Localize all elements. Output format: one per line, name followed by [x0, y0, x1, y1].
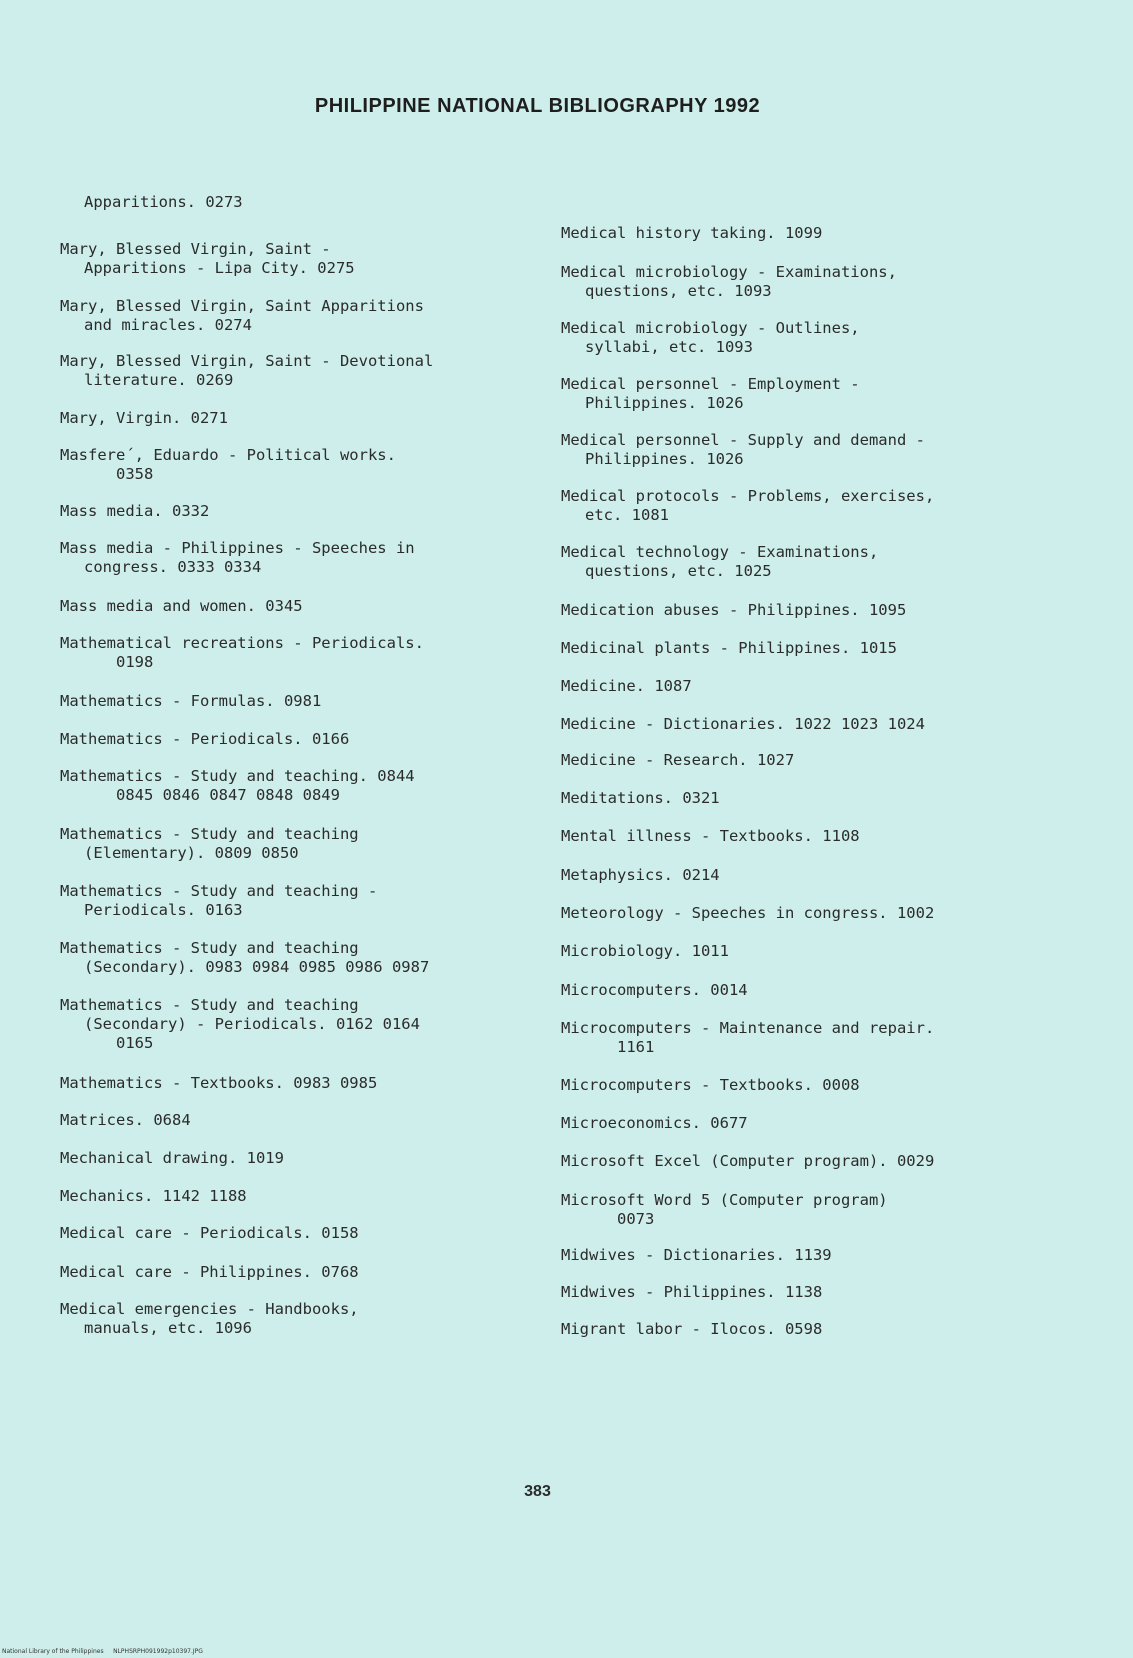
entry-text: Microsoft Excel (Computer program). 0029: [561, 1152, 935, 1170]
entry-continuation: questions, etc. 1093: [585, 282, 772, 300]
index-entry: [60, 539, 530, 577]
index-entry: [60, 240, 530, 278]
entry-text: Masfere´, Eduardo - Political works.: [60, 446, 396, 464]
index-entry: [561, 319, 1031, 357]
index-entry: [60, 825, 530, 863]
index-entry: [60, 1224, 530, 1243]
index-entry: [60, 297, 530, 335]
index-entry: [60, 634, 530, 672]
entry-continuation: congress. 0333 0334: [84, 558, 262, 576]
index-entry: [60, 1111, 530, 1130]
index-entry: [561, 677, 1031, 696]
index-entry: [561, 375, 1031, 413]
entry-text: Medical care - Periodicals. 0158: [60, 1224, 359, 1242]
index-entry: [60, 767, 530, 805]
entry-continuation: 0165: [116, 1034, 154, 1052]
entry-text: Midwives - Dictionaries. 1139: [561, 1246, 832, 1264]
index-entry: [60, 446, 530, 484]
entry-text: Mathematics - Study and teaching: [60, 825, 359, 843]
entry-text: Microcomputers - Maintenance and repair.: [561, 1019, 935, 1037]
entry-text: Mathematics - Periodicals. 0166: [60, 730, 350, 748]
entry-continuation: manuals, etc. 1096: [84, 1319, 252, 1337]
entry-text: Medicine - Research. 1027: [561, 751, 795, 769]
entry-text: Mathematics - Study and teaching. 0844: [60, 767, 415, 785]
entry-continuation: (Elementary). 0809 0850: [84, 844, 299, 862]
entry-text: Migrant labor - Ilocos. 0598: [561, 1320, 823, 1338]
entry-text: Medication abuses - Philippines. 1095: [561, 601, 907, 619]
index-entry: [561, 224, 1031, 243]
entry-continuation: etc. 1081: [585, 506, 669, 524]
index-entry: [60, 597, 530, 616]
entry-text: Mental illness - Textbooks. 1108: [561, 827, 860, 845]
entry-text: Matrices. 0684: [60, 1111, 191, 1129]
index-entry: [561, 1076, 1031, 1095]
index-entry: [60, 1300, 530, 1338]
entry-continuation: (Secondary) - Periodicals. 0162 0164: [84, 1015, 420, 1033]
page-number: 383: [524, 1483, 551, 1500]
entry-continuation: syllabi, etc. 1093: [585, 338, 753, 356]
entry-text: Mary, Blessed Virgin, Saint Apparitions: [60, 297, 424, 315]
entry-text: Medical emergencies - Handbooks,: [60, 1300, 359, 1318]
entry-text: Medicine. 1087: [561, 677, 692, 695]
index-entry: [561, 904, 1031, 923]
index-entry: [561, 1019, 1031, 1057]
entry-text: Medical personnel - Supply and demand -: [561, 431, 925, 449]
scan-source-note: National Library of the Philippines NLPHSRPH091992p10397.JPG: [2, 1648, 203, 1655]
index-entry: [60, 1263, 530, 1282]
index-entry: [561, 601, 1031, 620]
entry-text: Microsoft Word 5 (Computer program): [561, 1191, 888, 1209]
entry-continuation: Philippines. 1026: [585, 450, 744, 468]
index-entry: [60, 730, 530, 749]
index-entry: [561, 431, 1031, 469]
index-entry: [60, 1149, 530, 1168]
index-entry: [561, 866, 1031, 885]
index-entry: [60, 996, 530, 1053]
entry-text: Mass media. 0332: [60, 502, 210, 520]
index-entry: [561, 827, 1031, 846]
index-entry: [561, 263, 1031, 301]
entry-text: Metaphysics. 0214: [561, 866, 720, 884]
index-entry: [561, 1320, 1031, 1339]
entry-text: Microcomputers - Textbooks. 0008: [561, 1076, 860, 1094]
entry-continuation: 0358: [116, 465, 154, 483]
index-entry: [561, 942, 1031, 961]
entry-text: Mathematics - Study and teaching: [60, 939, 359, 957]
index-entry: [60, 352, 530, 390]
entry-text: Mary, Blessed Virgin, Saint -: [60, 240, 331, 258]
entry-text: Mathematics - Study and teaching -: [60, 882, 378, 900]
entry-continuation: 0845 0846 0847 0848 0849: [116, 786, 340, 804]
entry-text: Mathematics - Study and teaching: [60, 996, 359, 1014]
entry-continuation: literature. 0269: [84, 371, 234, 389]
index-entry: [561, 543, 1031, 581]
index-entry: [60, 1187, 530, 1206]
entry-text: Medicinal plants - Philippines. 1015: [561, 639, 897, 657]
entry-continuation: questions, etc. 1025: [585, 562, 772, 580]
index-entry: [84, 193, 554, 212]
index-entry: [60, 409, 530, 428]
entry-text: Mechanics. 1142 1188: [60, 1187, 247, 1205]
index-entry: [561, 487, 1031, 525]
entry-continuation: (Secondary). 0983 0984 0985 0986 0987: [84, 958, 430, 976]
entry-text: Apparitions. 0273: [84, 193, 243, 211]
entry-text: Mechanical drawing. 1019: [60, 1149, 284, 1167]
index-entry: [60, 882, 530, 920]
index-entry: [561, 1152, 1031, 1171]
entry-text: Microcomputers. 0014: [561, 981, 748, 999]
index-entry: [561, 1283, 1031, 1302]
page-title: PHILIPPINE NATIONAL BIBLIOGRAPHY 1992: [314, 95, 761, 117]
entry-text: Medical personnel - Employment -: [561, 375, 860, 393]
entry-text: Microeconomics. 0677: [561, 1114, 748, 1132]
entry-continuation: 1161: [617, 1038, 655, 1056]
entry-text: Mass media - Philippines - Speeches in: [60, 539, 415, 557]
entry-text: Midwives - Philippines. 1138: [561, 1283, 823, 1301]
index-entry: [561, 789, 1031, 808]
index-entry: [561, 751, 1031, 770]
index-entry: [561, 715, 1031, 734]
index-entry: [561, 1114, 1031, 1133]
index-entry: [60, 1074, 530, 1093]
entry-text: Medicine - Dictionaries. 1022 1023 1024: [561, 715, 925, 733]
entry-text: Mathematical recreations - Periodicals.: [60, 634, 424, 652]
entry-text: Medical care - Philippines. 0768: [60, 1263, 359, 1281]
index-entry: [60, 502, 530, 521]
entry-text: Mass media and women. 0345: [60, 597, 303, 615]
index-entry: [60, 692, 530, 711]
entry-text: Mathematics - Textbooks. 0983 0985: [60, 1074, 378, 1092]
entry-continuation: Philippines. 1026: [585, 394, 744, 412]
entry-continuation: and miracles. 0274: [84, 316, 252, 334]
index-entry: [561, 1191, 1031, 1229]
entry-continuation: Periodicals. 0163: [84, 901, 243, 919]
entry-text: Meditations. 0321: [561, 789, 720, 807]
entry-continuation: 0198: [116, 653, 154, 671]
entry-text: Medical microbiology - Outlines,: [561, 319, 860, 337]
entry-text: Medical microbiology - Examinations,: [561, 263, 897, 281]
entry-text: Mary, Virgin. 0271: [60, 409, 228, 427]
index-entry: [60, 939, 530, 977]
entry-text: Mary, Blessed Virgin, Saint - Devotional: [60, 352, 434, 370]
entry-text: Mathematics - Formulas. 0981: [60, 692, 322, 710]
entry-text: Medical technology - Examinations,: [561, 543, 879, 561]
index-entry: [561, 639, 1031, 658]
entry-text: Medical protocols - Problems, exercises,: [561, 487, 935, 505]
index-entry: [561, 1246, 1031, 1265]
entry-text: Microbiology. 1011: [561, 942, 729, 960]
index-entry: [561, 981, 1031, 1000]
entry-text: Medical history taking. 1099: [561, 224, 823, 242]
entry-continuation: 0073: [617, 1210, 655, 1228]
entry-continuation: Apparitions - Lipa City. 0275: [84, 259, 355, 277]
entry-text: Meteorology - Speeches in congress. 1002: [561, 904, 935, 922]
